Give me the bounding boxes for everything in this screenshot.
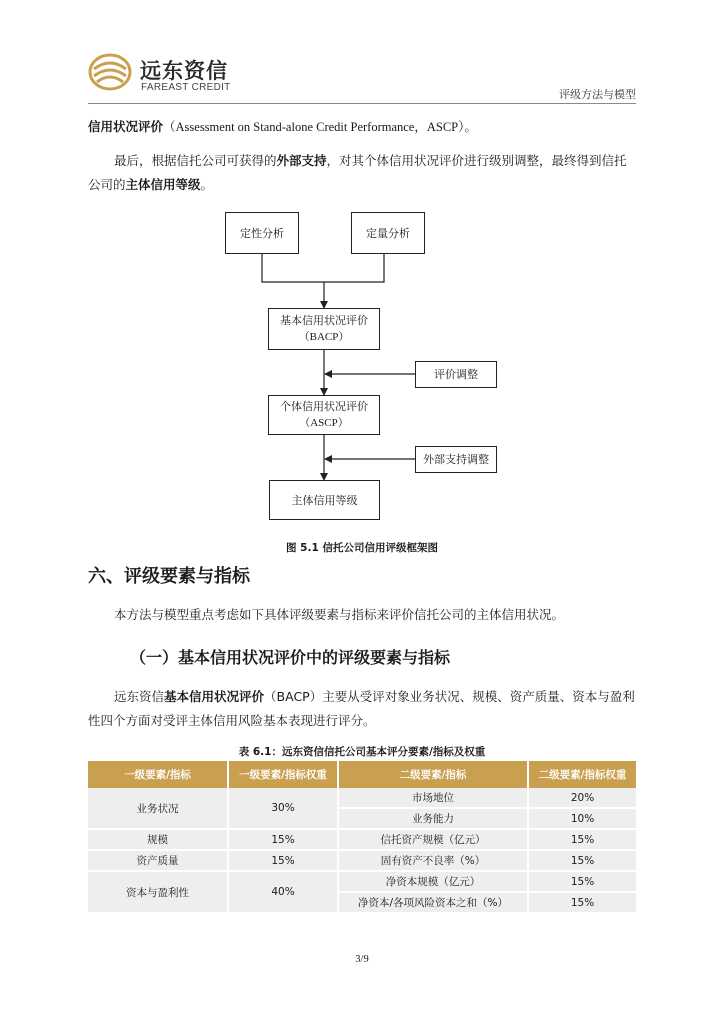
header-level2-weight: 二级要素/指标权重	[528, 761, 636, 788]
text-segment: 公司的	[88, 177, 126, 192]
subsection-heading: （一）基本信用状况评价中的评级要素与指标	[130, 648, 451, 667]
flow-box-rating-adjust	[415, 361, 497, 388]
cell-level2-weight: 20%	[528, 788, 636, 808]
flow-label: 评价调整	[434, 368, 478, 381]
flow-box-quantitative	[351, 212, 425, 254]
bacp-paragraph	[88, 685, 636, 733]
cell-level1-weight: 15%	[228, 850, 338, 871]
intro-bold-term: 信用状况评价	[88, 119, 164, 134]
cell-level2-factor: 业务能力	[338, 808, 528, 829]
text-segment: 。	[200, 177, 214, 192]
cell-level1-weight: 30%	[228, 788, 338, 829]
flow-box-bacp	[268, 308, 380, 350]
flow-label: 外部支持调整	[423, 453, 489, 466]
flow-box-issuer-rating	[269, 480, 380, 520]
flow-label: 主体信用等级	[291, 493, 358, 507]
logo-chinese-name: 远东资信	[140, 59, 228, 83]
cell-level2-weight: 15%	[528, 850, 636, 871]
cell-level2-weight: 15%	[528, 892, 636, 913]
header-level1-weight: 一级要素/指标权重	[228, 761, 338, 788]
text-segment: 远东资信	[114, 689, 165, 704]
bold-bacp: 基本信用状况评价	[164, 689, 265, 704]
flow-sublabel: （BACP）	[298, 331, 350, 343]
bold-external-support: 外部支持	[276, 153, 327, 168]
header-level2-factor: 二级要素/指标	[338, 761, 528, 788]
cell-level2-factor: 固有资产不良率（%）	[338, 850, 528, 871]
table-caption: 表 6.1：远东资信信托公司基本评分要素/指标及权重	[238, 746, 486, 758]
table-header-row	[88, 761, 636, 788]
cell-level2-factor: 市场地位	[338, 788, 528, 808]
intro-ascp-definition: （Assessment on Stand-alone Credit Performance，ASCP）。	[163, 120, 477, 134]
scoring-weights-table	[88, 761, 636, 914]
text-segment: 性四个方面对受评主体信用风险基本表现进行评分。	[88, 713, 376, 728]
logo-english-name: FAREAST CREDIT	[141, 82, 231, 93]
page-number: 3/9	[355, 954, 369, 965]
section-heading: 六、评级要素与指标	[88, 566, 250, 587]
table-row	[88, 871, 636, 892]
flow-box-ascp	[268, 395, 380, 435]
table-row	[88, 829, 636, 850]
cell-level2-factor: 净资本规模（亿元）	[338, 871, 528, 892]
flow-label: 个体信用状况评价	[280, 400, 368, 413]
cell-level2-weight: 10%	[528, 808, 636, 829]
table-row	[88, 788, 636, 808]
flow-label: 基本信用状况评价	[280, 314, 368, 327]
cell-level1-weight: 15%	[228, 829, 338, 850]
cell-level1-weight: 40%	[228, 871, 338, 913]
cell-level1-factor: 资本与盈利性	[88, 871, 228, 913]
text-segment: 最后，根据信托公司可获得的	[114, 153, 277, 168]
bold-issuer-rating: 主体信用等级	[125, 177, 201, 192]
header-level1-factor: 一级要素/指标	[88, 761, 228, 788]
cell-level1-factor: 业务状况	[88, 788, 228, 829]
flow-label: 定量分析	[366, 226, 410, 240]
cell-level2-weight: 15%	[528, 871, 636, 892]
cell-level1-factor: 资产质量	[88, 850, 228, 871]
table-row	[88, 850, 636, 871]
section-intro-paragraph: 本方法与模型重点考虑如下具体评级要素与指标来评价信托公司的主体信用状况。	[114, 607, 565, 622]
flow-box-external-adjust	[415, 446, 497, 473]
document-title: 评级方法与模型	[559, 88, 636, 101]
text-segment: ，对其个体信用状况评价进行级别调整，最终得到信托	[326, 153, 627, 168]
cell-level2-factor: 净资本/各项风险资本之和（%）	[338, 892, 528, 913]
flow-sublabel: （ASCP）	[299, 417, 349, 429]
cell-level2-weight: 15%	[528, 829, 636, 850]
flow-label: 定性分析	[240, 226, 284, 240]
flow-box-qualitative	[225, 212, 299, 254]
text-segment: （BACP）主要从受评对象业务状况、规模、资产质量、资本与盈利	[264, 689, 635, 704]
figure-caption: 图 5.1 信托公司信用评级框架图	[286, 542, 438, 554]
cell-level2-factor: 信托资产规模（亿元）	[338, 829, 528, 850]
cell-level1-factor: 规模	[88, 829, 228, 850]
